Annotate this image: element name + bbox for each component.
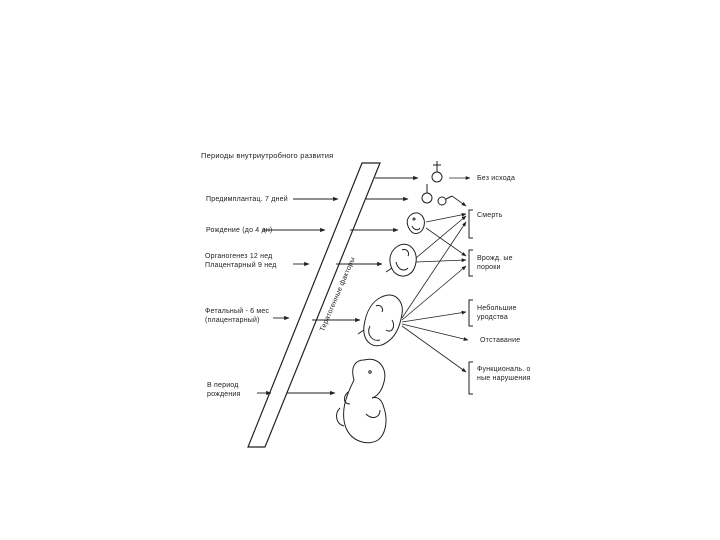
embryo-icon-medium (386, 244, 416, 276)
outcome-arrows (402, 178, 470, 372)
period-label-preimplant (206, 195, 288, 204)
zygote-pair (422, 184, 452, 205)
outcome-line: Врожд. ые (477, 255, 513, 262)
bracket-anomalies (469, 300, 473, 326)
newborn-icon (337, 359, 386, 442)
period-line: Органогенез 12 нед (205, 253, 273, 260)
outcome-line: ные нарушения (477, 375, 531, 382)
bracket-death (469, 210, 473, 238)
period-label-organo (205, 252, 277, 270)
arrow-f-lag (402, 324, 468, 340)
outcome-line: Без исхода (477, 175, 516, 182)
outcome-line: пороки (477, 264, 501, 271)
female-symbol (432, 161, 442, 182)
arrow-zygote-death (452, 196, 466, 206)
outcome-label-defects (477, 254, 513, 272)
arrow-f-defects (402, 266, 466, 320)
outcome-label-functional (477, 365, 531, 383)
bracket-defects (469, 250, 473, 276)
band-to-embryo-arrows (287, 178, 418, 393)
period-line: Фетальный - 6 мес (205, 308, 270, 315)
period-line: рождения (207, 391, 241, 398)
outcome-label-none (477, 174, 515, 183)
period-label-birth (207, 381, 241, 399)
arrow-f-anomalies (402, 312, 466, 322)
period-line: Предимплантац. 7 дней (206, 196, 288, 203)
band-label: Тератогенные факторы (319, 256, 357, 333)
arrow-e2-death (416, 216, 466, 258)
fetus-icon (358, 295, 402, 346)
period-line: В период (207, 382, 239, 389)
outcome-line: Небольшие (477, 305, 517, 312)
period-line: Плацентарный 9 нед (205, 262, 277, 269)
outcome-line: Функциональ. о (477, 366, 531, 373)
outcome-brackets (469, 210, 473, 394)
arrow-f-death (402, 222, 466, 318)
outcome-line: Смерть (477, 212, 503, 219)
outcome-label-lag (480, 336, 520, 345)
outcome-line: Отставание (480, 337, 521, 344)
period-line: Рождение (до 4 дн) (206, 227, 273, 234)
embryo-icon-small (407, 213, 424, 234)
period-label-fetal (205, 307, 269, 325)
outcome-line: уродства (477, 314, 508, 321)
bracket-functional (469, 362, 473, 394)
period-label-blasto (206, 226, 272, 235)
outcome-label-death (477, 211, 503, 220)
teratogenic-band (248, 163, 380, 447)
arrow-f-functional (402, 326, 466, 372)
period-line: (плацентарный) (205, 317, 260, 324)
arrow-e2-defects (416, 260, 466, 262)
outcome-label-anomalies (477, 304, 517, 322)
diagram-title: Периоды внутриутробного развития (201, 151, 334, 160)
